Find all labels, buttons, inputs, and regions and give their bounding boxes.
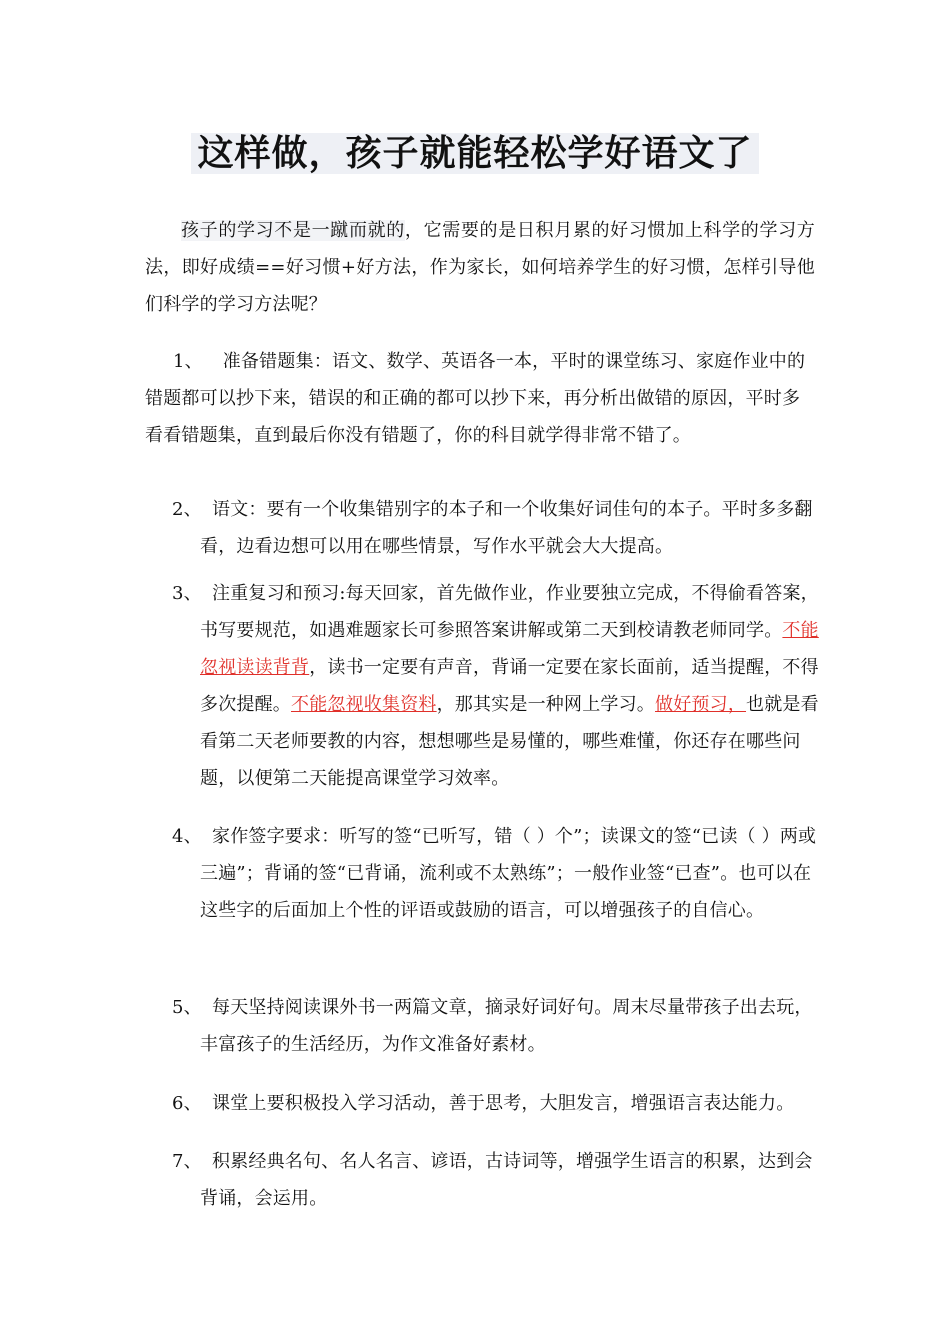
- list-item-number: 1、: [173, 351, 203, 372]
- list-item-3: [172, 575, 820, 797]
- highlight-collecting: 不能忽视收集资料: [291, 694, 437, 715]
- item3-text-part2: ，读书一定要有声音，背诵一定要在家长面前，适当提醒，不得多次提醒。: [200, 657, 819, 715]
- document-title-text: 这样做，孩子就能轻松学好语文了: [191, 133, 758, 174]
- list-item-number: 3、: [172, 583, 202, 604]
- highlight-preview: 做好预习，: [655, 694, 747, 715]
- item3-text-part3: ，那其实是一种网上学习。: [436, 694, 656, 715]
- list-item-1: [145, 343, 815, 454]
- list-item-text: 家作签字要求：听写的签“已听写，错（ ）个”；读课文的签“已读（ ）两或三遍”；背诵的签“已背诵，流利或不太熟练”；一般作业签“已查”。也可以在这些字的后面加上个性的评语或鼓励的语言，可以增强孩子的自信心。: [200, 826, 817, 921]
- list-item-text: 准备错题集：语文、数学、英语各一本，平时的课堂练习、家庭作业中的错题都可以抄下来，错误的和正确的都可以抄下来，再分析出做错的原因，平时多看看错题集，直到最后你没有错题了，你的科目就学得非常不错了。: [145, 351, 806, 446]
- list-item-4: [172, 818, 820, 929]
- list-item-6: [172, 1085, 840, 1122]
- item3-text-part1: 注重复习和预习:每天回家，首先做作业，作业要独立完成，不得偷看答案，书写要规范，如遇难题家长可参照答案讲解或第二天到校请教老师同学。: [200, 583, 819, 641]
- list-item-5: [172, 989, 820, 1063]
- list-item-text: 语文：要有一个收集错别字的本子和一个收集好词佳句的本子。平时多多翻看，边看边想可以用在哪些情景，写作水平就会大大提高。: [200, 499, 813, 557]
- item3-text-part4: 也就是看看第二天老师要教的内容，想想哪些是易懂的，哪些难懂，你还存在哪些问题，以便第二天能提高课堂学习效率。: [200, 694, 819, 789]
- list-item-number: 5、: [172, 997, 202, 1018]
- list-item-text: 积累经典名句、名人名言、谚语，古诗词等，增强学生语言的积累，达到会背诵，会运用。: [200, 1151, 813, 1209]
- list-item-2: [172, 491, 820, 565]
- list-item-text: 课堂上要积极投入学习活动，善于思考，大胆发言，增强语言表达能力。: [212, 1093, 795, 1114]
- list-item-number: 7、: [172, 1151, 202, 1172]
- document-title: [0, 130, 950, 178]
- list-item-number: 4、: [172, 826, 202, 847]
- intro-highlighted-text: 孩子的学习不是一蹴而就的: [181, 220, 405, 241]
- list-item-number: 6、: [172, 1093, 202, 1114]
- list-item-number: 2、: [172, 499, 202, 520]
- list-item-7: [172, 1143, 820, 1217]
- intro-text: ，它需要的是日积月累的好习惯加上科学的学习方法，即好成绩==好习惯+好方法，作为家长，如何培养学生的好习惯，怎样引导他们科学的学习方法呢？: [145, 220, 815, 315]
- highlight-reading: 不能忽视读读背背: [200, 620, 819, 678]
- intro-paragraph: [145, 212, 815, 323]
- list-item-text: 每天坚持阅读课外书一两篇文章，摘录好词好句。周末尽量带孩子出去玩，丰富孩子的生活经历，为作文准备好素材。: [200, 997, 813, 1055]
- list-item-text: [200, 575, 820, 797]
